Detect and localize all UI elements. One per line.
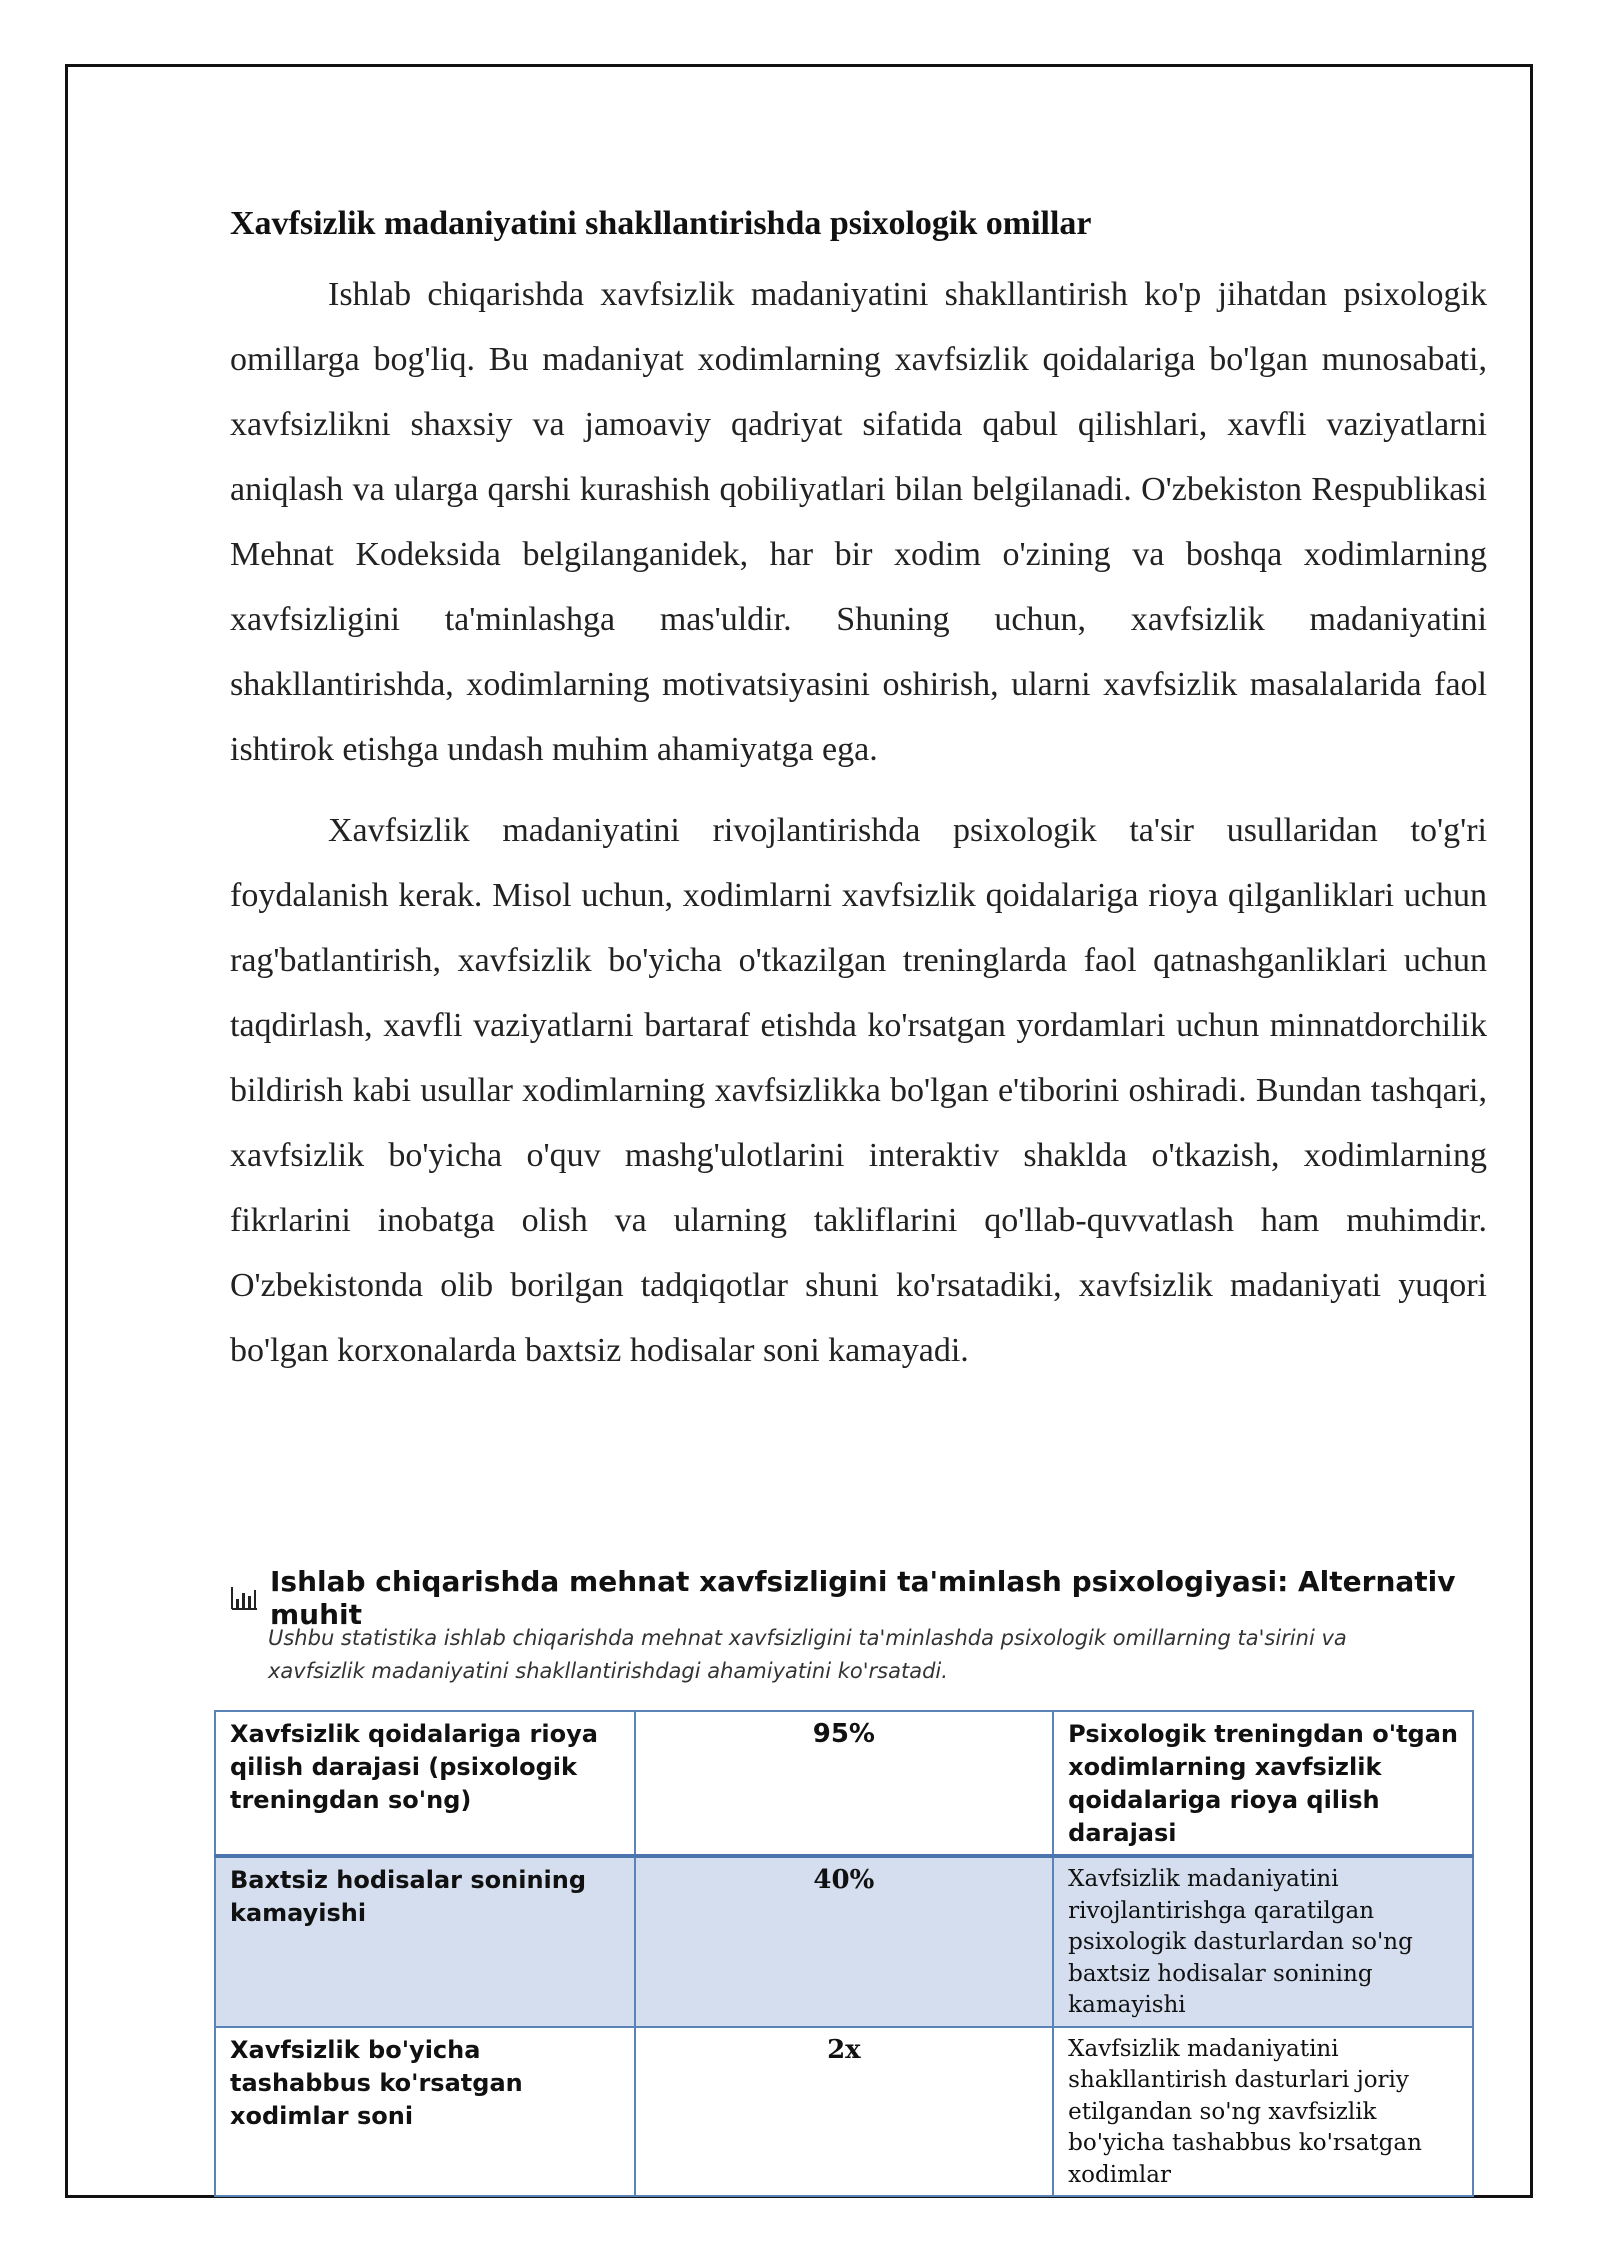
paragraph-2: Xavfsizlik madaniyatini rivojlantirishda psixologik ta'sir usullaridan to'g'ri foydalanish kerak. Misol uchun, xodimlarni xavfsizlik qoidalariga rioya qilganliklari uchun rag'batlantirish, xavfsizlik bo'yicha o'tkazilgan treninglarda faol qatnashganliklari uchun taqdirlash, xavfli vaziyatlarni bartaraf etishda ko'rsatgan yordamlari uchun minnatdorchilik bildirish kabi usullar xodimlarning xavfsizlikka bo'lgan e'tiborini oshiradi. Bundan tashqari, xavfsizlik bo'yicha o'quv mashg'ulotlarini interaktiv shaklda o'tkazish, xodimlarning fikrlarini inobatga olish va ularning takliflarini qo'llab-quvvatlash ham muhimdir. O'zbekistonda olib borilgan tadqiqotlar shuni ko'rsatadiki, xavfsizlik madaniyati yuqori bo'lgan korxonalarda baxtsiz hodisalar soni kamayadi. [230, 812, 1487, 1369]
row-description: Psixologik treningdan o'tgan xodimlarning xavfsizlik qoidalariga rioya qilish darajasi [1053, 1711, 1473, 1856]
row-value: 40% [635, 1856, 1054, 2027]
row-description: Xavfsizlik madaniyatini shakllantirish dasturlari joriy etilgandan so'ng xavfsizlik bo'yicha tashabbus ko'rsatgan xodimlar [1053, 2027, 1473, 2197]
row-value: 95% [635, 1711, 1054, 1856]
paragraph-1: Ishlab chiqarishda xavfsizlik madaniyatini shakllantirish ko'p jihatdan psixologik omillarga bog'liq. Bu madaniyat xodimlarning xavfsizlik qoidalariga bo'lgan munosabati, xavfsizlikni shaxsiy va jamoaviy qadriyat sifatida qabul qilishlari, xavfli vaziyatlarni aniqlash va ularga qarshi kurashish qobiliyatlari bilan belgilanadi. O'zbekiston Respublikasi Mehnat Kodeksida belgilanganidek, har bir xodim o'zining va boshqa xodimlarning xavfsizligini ta'minlashga mas'uldir. Shuning uchun, xavfsizlik madaniyatini shakllantirishda, xodimlarning motivatsiyasini oshirish, ularni xavfsizlik masalalarida faol ishtirok etishga undash muhim ahamiyatga ega. [230, 276, 1487, 768]
row-label: Xavfsizlik bo'yicha tashabbus ko'rsatgan xodimlar soni [215, 2027, 635, 2197]
table-row [215, 2027, 1473, 2197]
row-label: Baxtsiz hodisalar sonining kamayishi [215, 1856, 635, 2027]
row-label: Xavfsizlik qoidalariga rioya qilish darajasi (psixologik treningdan so'ng) [215, 1711, 635, 1856]
document-body [230, 200, 1487, 1399]
bar-chart-icon [230, 1585, 258, 1611]
row-value: 2x [635, 2027, 1054, 2197]
document-title: Xavfsizlik madaniyatini shakllantirishda psixologik omillar [230, 205, 1092, 242]
row-description: Xavfsizlik madaniyatini rivojlantirishga qaratilgan psixologik dasturlardan so'ng baxtsiz hodisalar sonining kamayishi [1053, 1856, 1473, 2027]
stats-description: Ushbu statistika ishlab chiqarishda mehnat xavfsizligini ta'minlashda psixologik omillarning ta'sirini va xavfsizlik madaniyatini shakllantirishdagi ahamiyatini ko'rsatadi. [268, 1626, 1347, 1683]
table-row [215, 1856, 1473, 2027]
stats-heading-text: Ishlab chiqarishda mehnat xavfsizligini ta'minlash psixologiyasi: Alternativ muhit [270, 1565, 1456, 1631]
stats-table [214, 1710, 1474, 2197]
table-row [215, 1711, 1473, 1856]
